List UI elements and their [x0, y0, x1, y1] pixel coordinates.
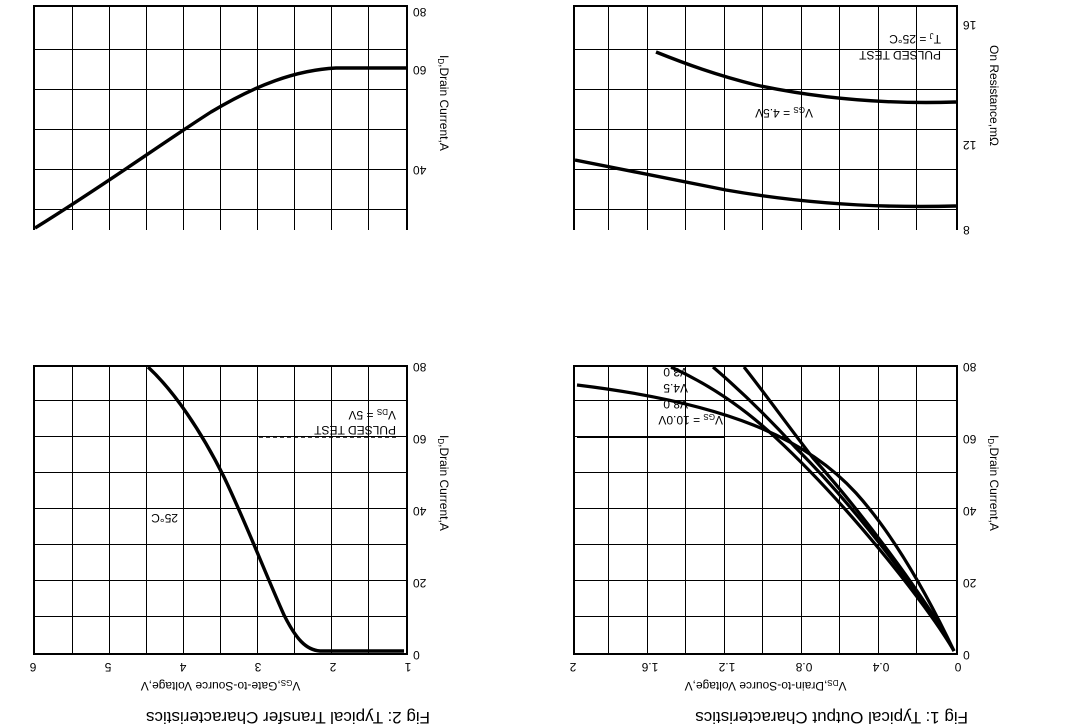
figure-1-chart — [573, 365, 958, 655]
figure-3-ytick: 8 — [963, 223, 970, 237]
figure-1-xtick: 2 — [569, 660, 577, 674]
figure-4-plot — [35, 7, 406, 230]
figure-2-xtick: 4 — [179, 660, 187, 674]
figure-2-xtick: 1 — [404, 660, 412, 674]
figure-3-y-axis-title — [987, 45, 1001, 146]
figure-2-panel — [18, 345, 478, 727]
figure-1-annotation-vgs10: $V_{GS} = 10.0V$ — [658, 412, 723, 427]
figure-1-annotation-v80: V8.0 — [663, 397, 688, 411]
axis-label-ron: On Resistance,mΩ — [987, 45, 1001, 147]
figure-4-ytick: 60 — [413, 63, 427, 77]
figure-4-curves — [35, 9, 406, 230]
figure-2-ytick: 40 — [413, 504, 427, 518]
figure-1-curves — [575, 367, 956, 653]
figure-2-ytick: 20 — [413, 576, 427, 590]
axis-label-id: $I_D,Drain$ Current,A — [986, 435, 1001, 531]
figure-3-annotation-pulsed-test: PULSED TEST — [859, 48, 941, 62]
figure-3-ytick: 12 — [963, 138, 977, 152]
axis-label-vgs: $V_{GS},Gate-to$-Source Voltage,V — [140, 678, 301, 693]
figure-2-annotation-vds: $V_{DS} = 5V$ — [348, 407, 396, 422]
figure-2-ytick: 60 — [413, 432, 427, 446]
figure-4-ytick: 40 — [413, 163, 427, 177]
figure-1-annotation-v54: V4.5 — [663, 381, 688, 395]
figure-3-panel — [553, 0, 1023, 237]
figure-1-ytick: 80 — [963, 360, 977, 374]
figure-1-panel — [553, 345, 1023, 727]
figure-1-ytick: 20 — [963, 576, 977, 590]
figure-1-xtick: 0.8 — [795, 660, 813, 674]
figure-4-y-axis-title — [436, 55, 451, 151]
figure-1-xtick: 0.4 — [872, 660, 890, 674]
figure-1-caption: Fig 1: Typical Output Characteristics — [695, 708, 968, 727]
figure-2-y-axis-title — [436, 435, 451, 531]
figure-1-annotation-v30: V3.0 — [663, 365, 688, 379]
figure-1-plot — [575, 367, 956, 653]
figure-1-ytick: 40 — [963, 504, 977, 518]
figure-2-annotation-pulsed-test: PULSED TEST — [314, 423, 396, 437]
figure-3-ytick: 16 — [963, 18, 977, 32]
figure-3-annotation-vgs45: $V_{GS} = 4.5V$ — [755, 105, 813, 120]
figure-1-x-axis-title — [573, 678, 958, 693]
figure-2-caption: Fig 2: Typical Transfer Characteristics — [145, 708, 430, 727]
figure-2-annotation-temp: 25°C — [151, 511, 178, 525]
figure-2-xtick: 2 — [329, 660, 337, 674]
axis-label-vds: $V_{DS},Drain-to$-Source Voltage,V — [684, 678, 847, 693]
figure-1-xtick: 1.2 — [718, 660, 736, 674]
figure-1-ytick: 0 — [963, 648, 970, 662]
figure-1-ytick: 60 — [963, 432, 977, 446]
figure-1-xtick: 0 — [954, 660, 962, 674]
figure-4-ytick: 80 — [413, 5, 427, 19]
figure-2-xtick: 5 — [104, 660, 112, 674]
figure-4-panel — [18, 0, 478, 230]
axis-label-id: $I_D,Drain$ Current,A — [436, 435, 451, 531]
figure-2-ytick: 80 — [413, 360, 427, 374]
figure-1-y-axis-title — [986, 435, 1001, 531]
figure-2-ytick: 0 — [413, 648, 420, 662]
figure-2-x-axis-title — [33, 678, 408, 693]
figure-2-xtick: 3 — [254, 660, 262, 674]
figure-2-xtick: 6 — [29, 660, 37, 674]
figure-1-xtick: 1.6 — [641, 660, 659, 674]
axis-label-id: $I_D,Drain$ Current,A — [436, 55, 451, 151]
figure-4-chart — [33, 5, 408, 230]
figure-3-annotation-tj: $T_J = 25^\circ C$ — [889, 31, 941, 46]
